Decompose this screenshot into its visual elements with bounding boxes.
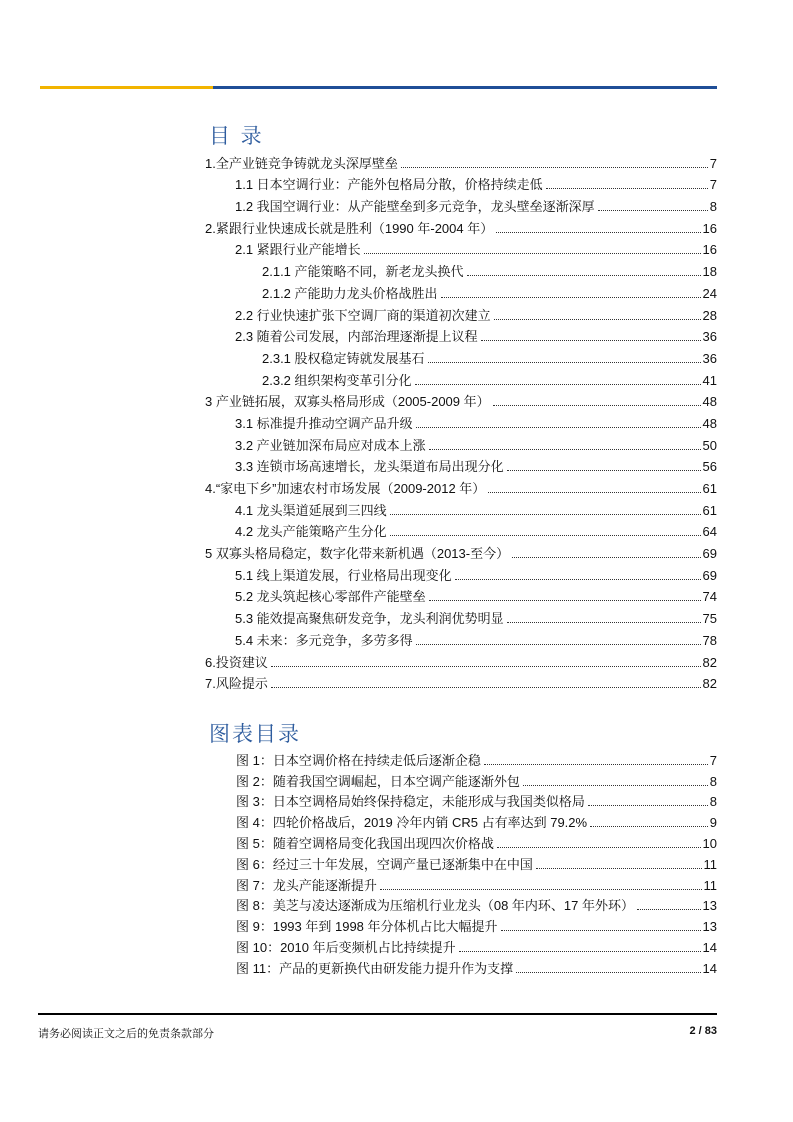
entry-label: 3 产业链拓展，双寡头格局形成（2005-2009 年） [205, 394, 490, 410]
dot-leader [523, 785, 708, 786]
entry-page: 48 [702, 394, 717, 410]
dot-leader [271, 666, 701, 667]
entry-page: 8 [709, 199, 717, 215]
toc-entry[interactable] [205, 649, 717, 671]
entry-page: 24 [702, 285, 717, 301]
toc-entry[interactable] [205, 280, 717, 302]
dot-leader [401, 167, 708, 168]
figure-entry[interactable] [236, 748, 717, 769]
dot-leader [441, 297, 701, 298]
toc-entry[interactable] [205, 519, 717, 541]
toc-entry[interactable] [205, 389, 717, 411]
toc-entry[interactable] [205, 432, 717, 454]
entry-page: 36 [702, 329, 717, 345]
dot-leader [416, 427, 701, 428]
toc-entry[interactable] [205, 562, 717, 584]
toc-entry[interactable] [205, 172, 717, 194]
entry-page: 50 [702, 437, 717, 453]
dot-leader [390, 514, 701, 515]
toc-entry[interactable] [205, 150, 717, 172]
dot-leader [364, 253, 701, 254]
dot-leader [481, 340, 701, 341]
entry-page: 8 [709, 794, 717, 810]
entry-page: 10 [702, 835, 717, 851]
entry-label: 5.2 龙头筑起核心零部件产能壁垒 [235, 589, 426, 605]
dot-leader [488, 492, 700, 493]
page-number: 2 / 83 [689, 1025, 717, 1037]
entry-label: 图 3：日本空调格局始终保持稳定，未能形成与我国类似格局 [236, 794, 585, 810]
dot-leader [493, 405, 701, 406]
toc-entry[interactable] [205, 345, 717, 367]
toc-entry[interactable] [205, 671, 717, 693]
toc-entry[interactable] [205, 584, 717, 606]
entry-page: 14 [702, 960, 717, 976]
toc-entry[interactable] [205, 237, 717, 259]
entry-page: 11 [703, 856, 717, 872]
dot-leader [496, 232, 700, 233]
entry-label: 图 8：美芝与凌达逐渐成为压缩机行业龙头（08 年内环、17 年外环） [236, 898, 634, 914]
entry-label: 2.1 紧跟行业产能增长 [235, 242, 361, 258]
entry-page: 48 [702, 415, 717, 431]
dot-leader [516, 972, 700, 973]
figure-entry[interactable] [236, 935, 717, 956]
dot-leader [429, 600, 701, 601]
dot-leader [512, 557, 700, 558]
entry-page: 7 [709, 177, 717, 193]
entry-label: 2.1.1 产能策略不同，新老龙头换代 [262, 264, 464, 280]
entry-label: 2.3.2 组织架构变革引分化 [262, 372, 412, 388]
entry-page: 74 [702, 589, 717, 605]
entry-label: 2.3 随着公司发展，内部治理逐渐提上议程 [235, 329, 478, 345]
entry-label: 1.1 日本空调行业：产能外包格局分散，价格持续走低 [235, 177, 543, 193]
toc-entry[interactable] [205, 497, 717, 519]
entry-label: 7.风险提示 [205, 676, 268, 692]
figure-entry[interactable] [236, 914, 717, 935]
entry-label: 4.“家电下乡”加速农村市场发展（2009-2012 年） [205, 481, 486, 496]
entry-label: 2.紧跟行业快速成长就是胜利（1990 年-2004 年） [205, 220, 494, 236]
entry-label: 2.2 行业快速扩张下空调厂商的渠道初次建立 [235, 307, 491, 323]
dot-leader [497, 847, 701, 848]
entry-label: 6.投资建议 [205, 654, 268, 670]
entry-page: 69 [702, 567, 717, 583]
footer-disclaimer: 请务必阅读正文之后的免责条款部分 [38, 1028, 214, 1040]
toc-title: 目 录 [209, 124, 264, 148]
dot-leader [459, 951, 701, 952]
toc-entry[interactable] [205, 605, 717, 627]
entry-page: 8 [709, 773, 717, 789]
entry-page: 78 [702, 632, 717, 648]
entry-label: 2.1.2 产能助力龙头价格战胜出 [262, 285, 438, 301]
dot-leader [588, 805, 708, 806]
entry-label: 3.2 产业链加深布局应对成本上涨 [235, 437, 426, 453]
entry-page: 28 [702, 307, 717, 323]
entry-page: 9 [709, 815, 717, 831]
entry-label: 图 4：四轮价格战后，2019 冷年内销 CR5 占有率达到 79.2% [236, 815, 588, 831]
entry-page: 18 [702, 264, 717, 280]
toc-entry[interactable] [205, 540, 717, 562]
entry-label: 图 7：龙头产能逐渐提升 [236, 877, 377, 893]
entry-label: 图 2：随着我国空调崛起，日本空调产能逐渐外包 [236, 773, 520, 789]
figures-title: 图表目录 [209, 722, 301, 746]
figure-entry[interactable] [236, 956, 717, 977]
footer-divider [38, 1013, 717, 1015]
toc-entry[interactable] [205, 302, 717, 324]
entry-page: 7 [709, 752, 717, 768]
entry-page: 82 [702, 676, 717, 692]
dot-leader [536, 868, 702, 869]
dot-leader [484, 764, 708, 765]
entry-label: 1.全产业链竞争铸就龙头深厚壁垒 [205, 155, 398, 171]
dot-leader [507, 622, 701, 623]
entry-label: 图 1：日本空调价格在持续走低后逐渐企稳 [236, 752, 481, 768]
entry-label: 4.2 龙头产能策略产生分化 [235, 524, 387, 540]
figure-entry[interactable] [236, 790, 717, 811]
entry-label: 图 11：产品的更新换代由研发能力提升作为支撑 [236, 960, 514, 976]
entry-label: 3.3 连锁市场高速增长，龙头渠道布局出现分化 [235, 459, 504, 475]
dot-leader [507, 470, 701, 471]
entry-label: 5.3 能效提高聚焦研发竞争，龙头利润优势明显 [235, 611, 504, 627]
header-accent-yellow [40, 86, 213, 89]
dot-leader [415, 384, 701, 385]
figure-entry[interactable] [236, 769, 717, 790]
entry-label: 2.3.1 股权稳定铸就发展基石 [262, 350, 425, 366]
entry-page: 75 [702, 611, 717, 627]
entry-label: 图 9：1993 年到 1998 年分体机占比大幅提升 [236, 919, 498, 935]
dot-leader [494, 319, 701, 320]
entry-label: 4.1 龙头渠道延展到三四线 [235, 502, 387, 518]
entry-page: 7 [709, 155, 717, 171]
toc-entry[interactable] [205, 627, 717, 649]
entry-page: 69 [702, 546, 717, 562]
dot-leader [598, 210, 708, 211]
entry-page: 61 [702, 481, 717, 496]
figures-list [236, 748, 717, 977]
toc-entry[interactable] [205, 324, 717, 346]
entry-label: 图 10：2010 年后变频机占比持续提升 [236, 939, 456, 955]
entry-page: 82 [702, 654, 717, 670]
toc-entry[interactable] [205, 258, 717, 280]
dot-leader [380, 889, 702, 890]
entry-page: 61 [702, 502, 717, 518]
dot-leader [390, 535, 701, 536]
entry-page: 41 [702, 372, 717, 388]
toc-entry[interactable] [205, 410, 717, 432]
entry-label: 5 双寡头格局稳定，数字化带来新机遇（2013-至今） [205, 546, 510, 562]
dot-leader [637, 909, 701, 910]
dot-leader [428, 362, 701, 363]
entry-label: 图 6：经过三十年发展，空调产量已逐渐集中在中国 [236, 856, 533, 872]
toc-entry[interactable] [205, 454, 717, 476]
header-accent-blue [213, 86, 717, 89]
dot-leader [416, 644, 701, 645]
dot-leader [271, 687, 701, 688]
dot-leader [501, 930, 701, 931]
entry-page: 13 [702, 919, 717, 935]
figure-entry[interactable] [236, 873, 717, 894]
entry-label: 5.1 线上渠道发展，行业格局出现变化 [235, 567, 452, 583]
entry-page: 11 [703, 877, 717, 893]
dot-leader [467, 275, 701, 276]
figure-entry[interactable] [236, 831, 717, 852]
entry-page: 16 [702, 242, 717, 258]
entry-label: 图 5：随着空调格局变化我国出现四次价格战 [236, 835, 494, 851]
dot-leader [429, 449, 701, 450]
entry-page: 36 [702, 350, 717, 366]
toc-entry[interactable] [205, 215, 717, 237]
dot-leader [546, 188, 708, 189]
entry-label: 1.2 我国空调行业：从产能壁垒到多元竞争，龙头壁垒逐渐深厚 [235, 199, 595, 215]
toc-entry[interactable] [205, 475, 717, 497]
figure-entry[interactable] [236, 852, 717, 873]
toc-entry[interactable] [205, 193, 717, 215]
figure-entry[interactable] [236, 894, 717, 915]
entry-label: 3.1 标准提升推动空调产品升级 [235, 415, 413, 431]
figure-entry[interactable] [236, 810, 717, 831]
entry-page: 16 [702, 220, 717, 236]
dot-leader [590, 826, 708, 827]
entry-page: 64 [702, 524, 717, 540]
toc-entry[interactable] [205, 367, 717, 389]
entry-page: 14 [702, 939, 717, 955]
table-of-contents [205, 150, 717, 692]
dot-leader [455, 579, 701, 580]
entry-label: 5.4 未来：多元竞争，多劳多得 [235, 632, 413, 648]
entry-page: 13 [702, 898, 717, 914]
entry-page: 56 [702, 459, 717, 475]
